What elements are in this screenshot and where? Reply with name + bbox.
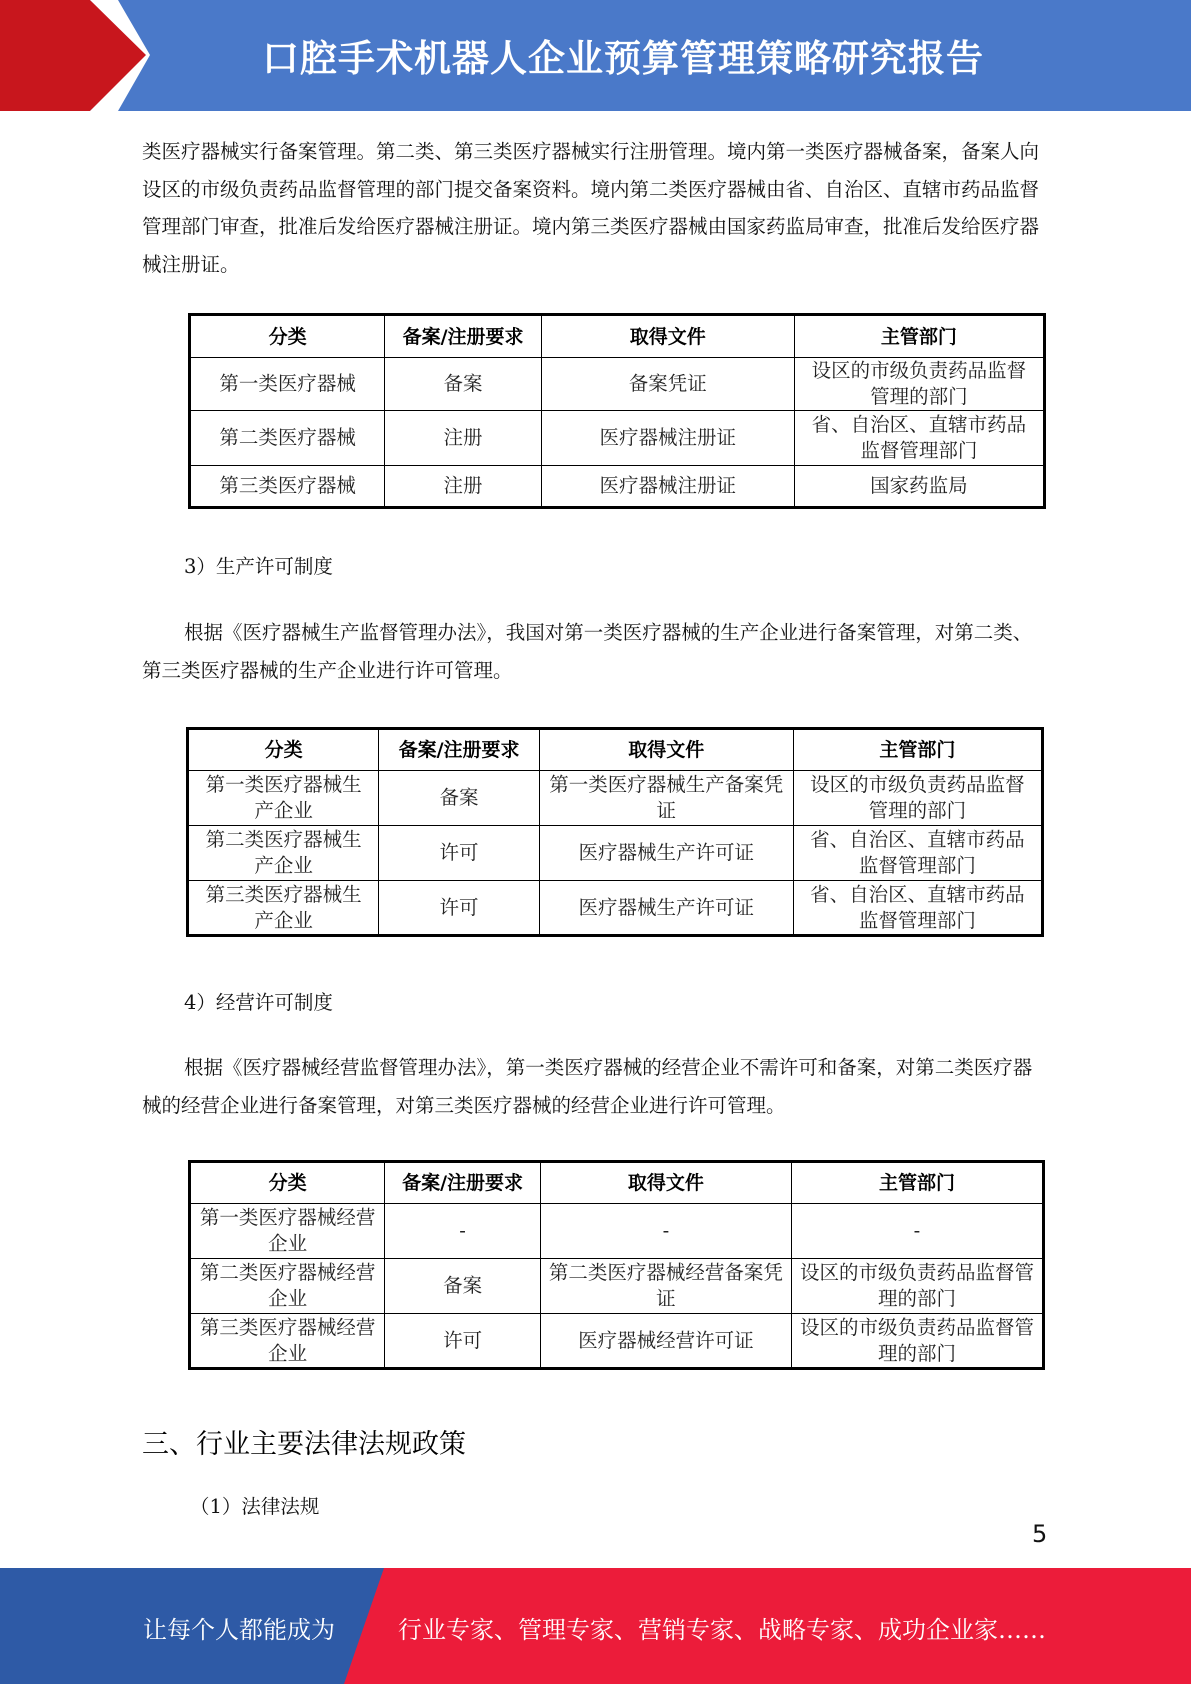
table-row	[190, 411, 1045, 466]
cell: 注册	[385, 411, 541, 466]
cell: 第一类医疗器械生产企业	[188, 771, 379, 826]
page-number: 5	[1032, 1520, 1048, 1548]
intro-paragraph-block	[142, 133, 1047, 283]
footer-slogan-left: 让每个人都能成为	[143, 1616, 335, 1644]
cell: 医疗器械生产许可证	[539, 881, 793, 936]
cell: 第一类医疗器械	[190, 358, 385, 411]
cell: 医疗器械生产许可证	[539, 826, 793, 881]
header-category: 分类	[188, 729, 379, 771]
table-header-row	[188, 729, 1043, 771]
header-authority: 主管部门	[794, 315, 1044, 358]
header-category: 分类	[190, 1162, 385, 1204]
header-document: 取得文件	[541, 315, 794, 358]
paragraph-registration: 类医疗器械实行备案管理。第二类、第三类医疗器械实行注册管理。境内第一类医疗器械备案，备案人向设区的市级负责药品监督管理的部门提交备案资料。境内第二类医疗器械由省、自治区、直辖市药品监督管理部门审查，批准后发给医疗器械注册证。境内第三类医疗器械由国家药监局审查，批准后发给医疗器械注册证。	[142, 140, 1040, 276]
table-row	[190, 1314, 1044, 1369]
page-footer	[0, 1568, 1191, 1684]
cell: 省、自治区、直辖市药品监督管理部门	[793, 881, 1042, 936]
cell: 第二类医疗器械经营备案凭证	[540, 1259, 791, 1314]
production-table	[186, 727, 1044, 937]
business-table	[188, 1160, 1045, 1370]
table-row	[188, 826, 1043, 881]
footer-slogan-right: 行业专家、管理专家、营销专家、战略专家、成功企业家……	[398, 1616, 1046, 1644]
header-document: 取得文件	[540, 1162, 791, 1204]
cell: 第一类医疗器械生产备案凭证	[539, 771, 793, 826]
table-row	[190, 358, 1045, 411]
table-row	[190, 466, 1045, 508]
cell: 医疗器械注册证	[541, 466, 794, 508]
cell: 许可	[385, 1314, 541, 1369]
table-row	[188, 881, 1043, 936]
cell: -	[540, 1204, 791, 1259]
header-authority: 主管部门	[791, 1162, 1043, 1204]
cell: 第二类医疗器械生产企业	[188, 826, 379, 881]
production-paragraph-block	[142, 614, 1047, 689]
table-header-row	[190, 315, 1045, 358]
table-row	[190, 1204, 1044, 1259]
cell: 国家药监局	[794, 466, 1044, 508]
report-title: 口腔手术机器人企业预算管理策略研究报告	[262, 37, 984, 80]
cell: 第二类医疗器械	[190, 411, 385, 466]
cell: 第一类医疗器械经营企业	[190, 1204, 385, 1259]
section-title: 三、行业主要法律法规政策	[142, 1429, 466, 1460]
paragraph-business: 根据《医疗器械经营监督管理办法》，第一类医疗器械的经营企业不需许可和备案，对第二类医疗器械的经营企业进行备案管理，对第三类医疗器械的经营企业进行许可管理。	[142, 1056, 1033, 1117]
cell: -	[791, 1204, 1043, 1259]
subheading-production-license: 3）生产许可制度	[184, 555, 333, 578]
table-row	[190, 1259, 1044, 1314]
cell: 设区的市级负责药品监督管理的部门	[793, 771, 1042, 826]
cell: 第三类医疗器械生产企业	[188, 881, 379, 936]
cell: 第三类医疗器械	[190, 466, 385, 508]
table-header-row	[190, 1162, 1044, 1204]
cell: 设区的市级负责药品监督管理的部门	[791, 1314, 1043, 1369]
cell: 设区的市级负责药品监督管理的部门	[794, 358, 1044, 411]
header-requirement: 备案/注册要求	[385, 1162, 541, 1204]
header-requirement: 备案/注册要求	[385, 315, 541, 358]
header-category: 分类	[190, 315, 385, 358]
cell: -	[385, 1204, 541, 1259]
subheading-laws: （1）法律法规	[190, 1495, 320, 1518]
cell: 设区的市级负责药品监督管理的部门	[791, 1259, 1043, 1314]
cell: 省、自治区、直辖市药品监督管理部门	[793, 826, 1042, 881]
cell: 备案	[385, 358, 541, 411]
cell: 许可	[379, 881, 539, 936]
cell: 备案凭证	[541, 358, 794, 411]
header-document: 取得文件	[539, 729, 793, 771]
business-paragraph-block	[142, 1049, 1047, 1124]
cell: 备案	[379, 771, 539, 826]
table-row	[188, 771, 1043, 826]
subheading-business-license: 4）经营许可制度	[184, 991, 333, 1014]
paragraph-production: 根据《医疗器械生产监督管理办法》，我国对第一类医疗器械的生产企业进行备案管理，对第二类、第三类医疗器械的生产企业进行许可管理。	[142, 621, 1033, 682]
cell: 第三类医疗器械经营企业	[190, 1314, 385, 1369]
header-authority: 主管部门	[793, 729, 1042, 771]
cell: 第二类医疗器械经营企业	[190, 1259, 385, 1314]
page-header	[0, 0, 1191, 111]
registration-table	[188, 313, 1046, 509]
cell: 医疗器械注册证	[541, 411, 794, 466]
cell: 注册	[385, 466, 541, 508]
cell: 医疗器械经营许可证	[540, 1314, 791, 1369]
header-requirement: 备案/注册要求	[379, 729, 539, 771]
cell: 省、自治区、直辖市药品监督管理部门	[794, 411, 1044, 466]
cell: 许可	[379, 826, 539, 881]
cell: 备案	[385, 1259, 541, 1314]
